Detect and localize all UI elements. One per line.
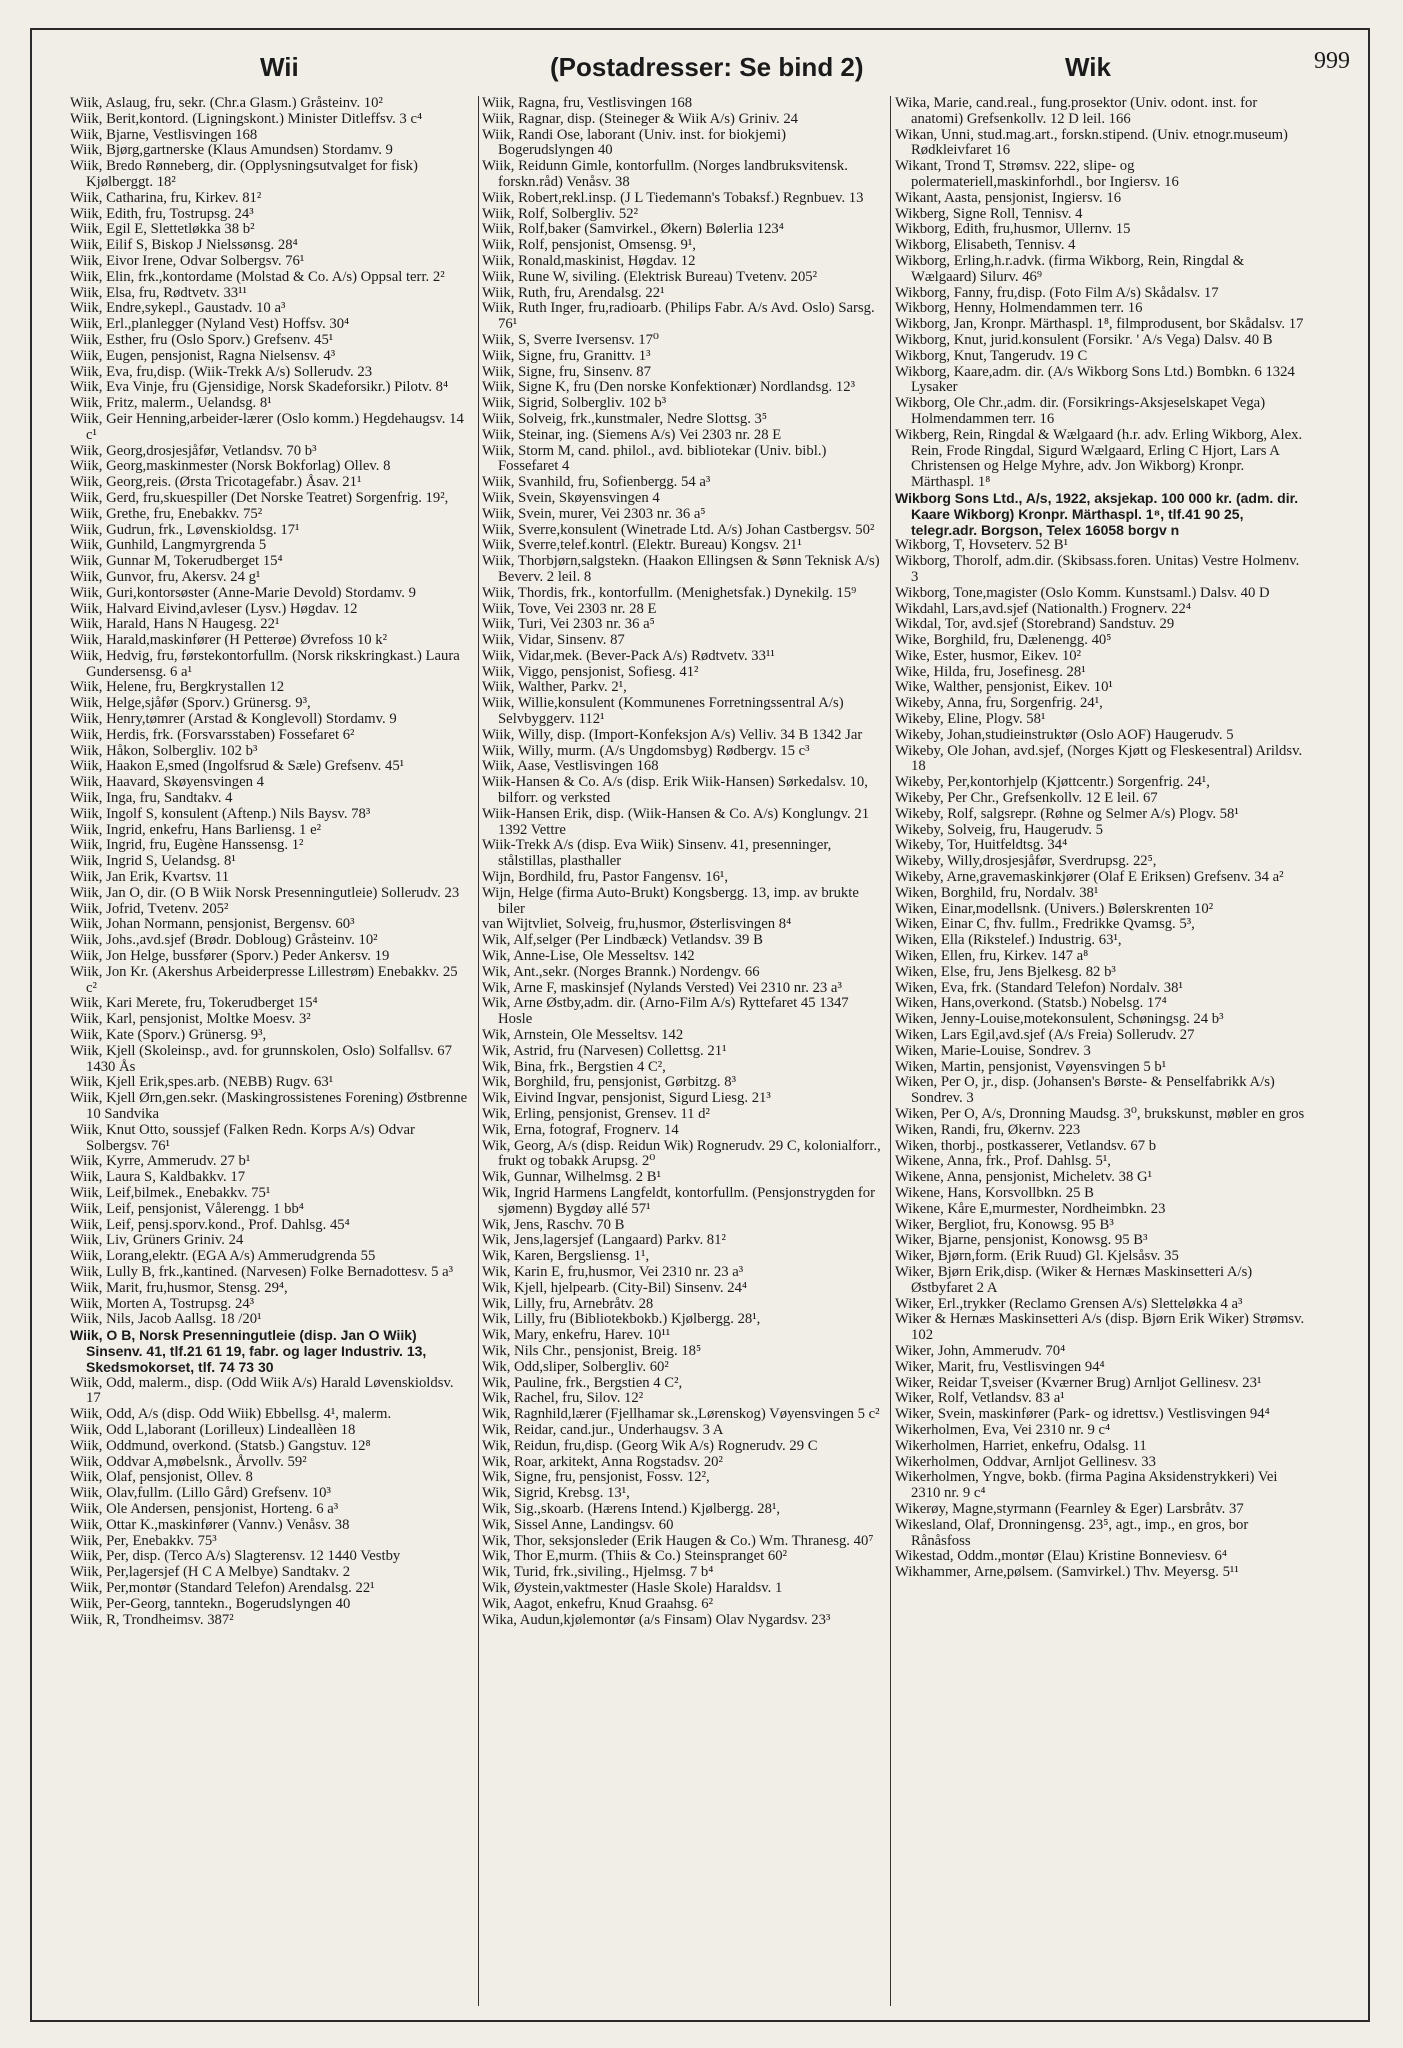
directory-entry: Wiik, Karl, pensjonist, Moltke Moesv. 3²: [70, 1011, 311, 1028]
directory-entry: Wik, Sig.,skoarb. (Hærens Intend.) Kjølbergg. 28¹,: [482, 1500, 781, 1517]
directory-entry: Wik, Karen, Bergsliensg. 1¹,: [482, 1248, 650, 1265]
directory-entry: Wiik, Aslaug, fru, sekr. (Chr.a Glasm.) Gråsteinv. 10²: [70, 96, 383, 111]
directory-entry: Wiik, Knut Otto, soussjef (Falken Redn. Korps A/s) Odvar Solbergsv. 76¹: [70, 1121, 415, 1154]
directory-entry: Wik, Reidun, fru,disp. (Georg Wik A/s) Rognerudv. 29 C: [482, 1437, 818, 1454]
directory-entry: Wik, Karin E, fru,husmor, Vei 2310 nr. 23 a³: [482, 1263, 744, 1280]
directory-entry: Wikeby, Per Chr., Grefsenkollv. 12 E leil. 67: [895, 790, 1158, 807]
directory-entry: Wiik, Edith, fru, Tostrupsg. 24³: [70, 205, 254, 222]
directory-entry: Wiik, Vidar, Sinsenv. 87: [482, 632, 625, 649]
directory-entry: Wiken, thorbj., postkasserer, Vetlandsv. 67 b: [895, 1137, 1157, 1154]
directory-entry: Wiik, Marit, fru,husmor, Stensg. 29⁴,: [70, 1279, 288, 1296]
directory-entry: Wiik, Leif, pensj.sporv.kond., Prof. Dahlsg. 45⁴: [70, 1216, 350, 1233]
directory-entry: Wiik, Harald,maskinfører (H Petterøe) Øvrefoss 10 k²: [70, 632, 388, 649]
directory-entry: Wik, Sissel Anne, Landingsv. 60: [482, 1516, 674, 1533]
directory-entry: Wiik, Helene, fru, Bergkrystallen 12: [70, 679, 285, 696]
directory-entry: Wiik, Per,montør (Standard Telefon) Arendalsg. 22¹: [70, 1579, 375, 1596]
directory-entry: Wiik, Rolf, Solbergliv. 52²: [482, 205, 638, 222]
directory-entry: Wiik, Jan O, dir. (O B Wiik Norsk Presenningutleie) Sollerudv. 23: [70, 884, 460, 901]
directory-entry: Wik, Roar, arkitekt, Anna Rogstadsv. 20²: [482, 1453, 723, 1470]
directory-entry: Wiik, Solveig, frk.,kunstmaler, Nedre Slottsg. 3⁵: [482, 410, 768, 427]
directory-entry: Wikerholmen, Eva, Vei 2310 nr. 9 c⁴: [895, 1421, 1111, 1438]
directory-entry: Wik, Ant.,sekr. (Norges Brannk.) Nordengv. 66: [482, 963, 760, 980]
directory-entry: Wiik, Catharina, fru, Kirkev. 81²: [70, 189, 262, 206]
directory-entry: Wik, Ingrid Harmens Langfeldt, kontorfullm. (Pensjonstrygden for sjømenn) Bygdøy allé 57¹: [482, 1184, 876, 1217]
directory-entry: Wiik, Ingrid, fru, Eugène Hanssensg. 1²: [70, 837, 304, 854]
directory-entry: Wiik, Turi, Vei 2303 nr. 36 a⁵: [482, 616, 655, 633]
directory-entry: Wik, Rachel, fru, Silov. 12²: [482, 1390, 644, 1407]
directory-entry: Wiik, Aase, Vestlisvingen 168: [482, 758, 659, 775]
directory-entry: Wikan, Unni, stud.mag.art., forskn.stipend. (Univ. etnogr.museum) Rødkleivfaret 16: [895, 126, 1288, 159]
directory-entry: Wika, Audun,kjølemontør (a/s Finsam) Olav Nygardsv. 23³: [482, 1611, 831, 1628]
header-center-note: (Postadresser: Se bind 2): [550, 52, 864, 82]
directory-column-1: [70, 96, 470, 2011]
directory-entry: Wiik, Willie,konsulent (Kommunenes Forretningssentral A/s) Selvbyggerv. 112¹: [482, 695, 844, 728]
directory-entry: Wiik-Hansen & Co. A/s (disp. Erik Wiik-Hansen) Sørkedalsv. 10, bilforr. og verksted: [482, 774, 868, 807]
directory-entry: Wiik, Ingolf S, konsulent (Aftenp.) Nils Baysv. 78³: [70, 805, 371, 822]
directory-entry: Wiik-Trekk A/s (disp. Eva Wiik) Sinsenv. 41, presenninger, stålstillas, plasthaller: [482, 837, 832, 870]
directory-entry: Wiik, Eva Vinje, fru (Gjensidige, Norsk Skadeforsikr.) Pilotv. 8⁴: [70, 379, 449, 396]
directory-entry: Wiik, Odd, malerm., disp. (Odd Wiik A/s) Harald Løvenskioldsv. 17: [70, 1374, 454, 1407]
directory-entry: Wike, Ester, husmor, Eikev. 10²: [895, 647, 1082, 664]
directory-entry: Wiik, Kyrre, Ammerudv. 27 b¹: [70, 1153, 251, 1170]
directory-entry: Wiik, Eva, fru,disp. (Wiik-Trekk A/s) Sollerudv. 23: [70, 363, 373, 380]
directory-entry: Wiik, Oddvar A,møbelsnk., Årvollv. 59²: [70, 1453, 307, 1470]
directory-entry: Wiik, Haakon E,smed (Ingolfsrud & Sæle) Grefsenv. 45¹: [70, 758, 405, 775]
directory-column-2: [482, 96, 882, 2011]
directory-entry: Wikant, Aasta, pensjonist, Ingiersv. 16: [895, 189, 1122, 206]
directory-entry: van Wijtvliet, Solveig, fru,husmor, Østerlisvingen 8⁴: [482, 916, 792, 933]
directory-entry: Wike, Borghild, fru, Dælenengg. 40⁵: [895, 632, 1112, 649]
directory-entry: Wiik, Thorbjørn,salgstekn. (Haakon Ellingsen & Sønn Teknisk A/s) Beverv. 2 leil. 8: [482, 553, 880, 585]
directory-entry: Wiik, Rolf, pensjonist, Omsensg. 9¹,: [482, 237, 696, 254]
directory-entry: Wiik, Per,lagersjef (H C A Melbye) Sandtakv. 2: [70, 1564, 351, 1581]
directory-entry: Wijn, Bordhild, fru, Pastor Fangensv. 16¹,: [482, 869, 728, 886]
header-right-word: Wik: [1065, 52, 1111, 82]
directory-entry: Wikesland, Olaf, Dronningensg. 23⁵, agt., imp., en gros, bor Rånåsfoss: [895, 1516, 1249, 1549]
header-left-word: Wii: [260, 52, 299, 82]
directory-entry: Wiik, Per, Enebakkv. 75³: [70, 1532, 217, 1549]
directory-entry: Wiken, Borghild, fru, Nordalv. 38¹: [895, 884, 1099, 901]
directory-entry: Wik, Alf,selger (Per Lindbæck) Vetlandsv. 39 B: [482, 932, 763, 949]
directory-entry: Wiik, Georg,drosjesjåfør, Vetlandsv. 70 b³: [70, 442, 317, 459]
directory-entry: Wiik, Erl.,planlegger (Nyland Vest) Hoffsv. 30⁴: [70, 316, 350, 333]
directory-entry: Wikeby, Eline, Plogv. 58¹: [895, 711, 1046, 728]
directory-entry: Wike, Hilda, fru, Josefinesg. 28¹: [895, 663, 1086, 680]
directory-entry: Wikene, Hans, Korsvollbkn. 25 B: [895, 1184, 1094, 1201]
directory-entry: Wik, Anne-Lise, Ole Messeltsv. 142: [482, 948, 695, 965]
directory-entry: Wiik, Kjell Ørn,gen.sekr. (Maskingrossistenes Forening) Østbrenne 10 Sandvika: [70, 1090, 468, 1122]
directory-entry: Wiker, Bjarne, pensjonist, Konowsg. 95 B³: [895, 1232, 1148, 1249]
directory-entry: Wik, Gunnar, Wilhelmsg. 2 B¹: [482, 1169, 662, 1186]
directory-entry: Wiik, Lully B, frk.,kantined. (Narvesen) Folke Bernadottesv. 5 a³: [70, 1263, 454, 1280]
directory-entry: Wikene, Anna, frk., Prof. Dahlsg. 5¹,: [895, 1153, 1111, 1170]
directory-entry: Wiik, Ottar K.,maskinfører (Vannv.) Venåsv. 38: [70, 1516, 350, 1533]
directory-entry: Wiken, Ellen, fru, Kirkev. 147 a⁸: [895, 948, 1089, 965]
directory-entry: Wiik, Odd L,laborant (Lorilleux) Lindeallèen 18: [70, 1421, 356, 1438]
directory-entry: Wiik, Sigrid, Solbergliv. 102 b³: [482, 395, 667, 412]
directory-entry: Wik, Jens,lagersjef (Langaard) Parkv. 81²: [482, 1232, 726, 1249]
directory-entry: Wikestad, Oddm.,montør (Elau) Kristine Bonneviesv. 6⁴: [895, 1548, 1227, 1565]
directory-entry: Wiik, Bjørg,gartnerske (Klaus Amundsen) Stordamv. 9: [70, 142, 393, 159]
directory-entry: Wiik, Elsa, fru, Rødtvetv. 33¹¹: [70, 284, 247, 301]
directory-entry: Wike, Walther, pensjonist, Eikev. 10¹: [895, 679, 1113, 696]
directory-entry: Wik, Jens, Raschv. 70 B: [482, 1216, 625, 1233]
directory-entry: Wiik, Fritz, malerm., Uelandsg. 8¹: [70, 395, 272, 412]
directory-entry: Wiik, Signe, fru, Granittv. 1³: [482, 347, 651, 364]
directory-entry: Wiik, Ole Andersen, pensjonist, Horteng. 6 a³: [70, 1500, 339, 1517]
directory-entry: Wiken, Eva, frk. (Standard Telefon) Nordalv. 38¹: [895, 979, 1183, 996]
directory-entry: Wiik, Ingrid, enkefru, Hans Barliensg. 1 e²: [70, 821, 321, 838]
directory-entry: Wiik, Per, disp. (Terco A/s) Slagterensv. 12 1440 Vestby: [70, 1548, 401, 1565]
directory-entry: Wikeby, Rolf, salgsrepr. (Røhne og Selmer A/s) Plogv. 58¹: [895, 805, 1239, 822]
directory-entry: Wikeby, Solveig, fru, Haugerudv. 5: [895, 821, 1103, 838]
directory-entry: Wiik, Georg,reis. (Ørsta Tricotagefabr.) Åsav. 21¹: [70, 474, 362, 491]
directory-entry: Wiik, Kjell (Skoleinsp., avd. for grunnskolen, Oslo) Solfallsv. 67 1430 Ås: [70, 1042, 452, 1075]
directory-entry: Wiik, Kjell Erik,spes.arb. (NEBB) Rugv. 63¹: [70, 1074, 334, 1091]
directory-entry: Wikerholmen, Harriet, enkefru, Odalsg. 11: [895, 1437, 1147, 1454]
directory-entry: Wiik-Hansen Erik, disp. (Wiik-Hansen & Co. A/s) Konglungv. 21 1392 Vettre: [482, 805, 870, 838]
directory-entry: Wiker, Svein, maskinfører (Park- og idrettsv.) Vestlisvingen 94⁴: [895, 1406, 1270, 1423]
directory-entry: Wiik, Morten A, Tostrupsg. 24³: [70, 1295, 255, 1312]
directory-entry: Wik, Reidar, cand.jur., Underhaugsv. 3 A: [482, 1421, 724, 1438]
directory-entry: Wiik, Reidunn Gimle, kontorfullm. (Norges landbruksvitensk. forskn.råd) Venåsv. 38: [482, 158, 848, 190]
directory-entry: Wiik, Ragna, fru, Vestlisvingen 168: [482, 96, 693, 111]
directory-entry: Wiik, Randi Ose, laborant (Univ. inst. for biokjemi) Bogerudslyngen 40: [482, 126, 786, 159]
directory-columns: [70, 96, 1370, 2011]
directory-entry: Wiik, Sverre,telef.kontrl. (Elektr. Bureau) Kongsv. 21¹: [482, 537, 802, 554]
directory-entry: Wik, Signe, fru, pensjonist, Fossv. 12²,: [482, 1469, 710, 1486]
directory-entry: Wikdal, Tor, avd.sjef (Storebrand) Sandstuv. 29: [895, 616, 1175, 633]
directory-entry: Wijn, Helge (firma Auto-Brukt) Kongsbergg. 13, imp. av brukte biler: [482, 884, 859, 917]
directory-entry: Wiik, Jan Erik, Kvartsv. 11: [70, 869, 230, 886]
directory-entry: Wiik, Eivor Irene, Odvar Solbergsv. 76¹: [70, 252, 305, 269]
directory-entry: Wiik, Kate (Sporv.) Grünersg. 9³,: [70, 1027, 267, 1044]
directory-entry: Wiik, Odd, A/s (disp. Odd Wiik) Ebbellsg. 4¹, malerm.: [70, 1406, 392, 1423]
directory-entry: Wik, Georg, A/s (disp. Reidun Wik) Rognerudv. 29 C, kolonialforr., frukt og tobakk Arupsg. 2⁰: [482, 1137, 881, 1170]
directory-entry: Wikeby, Anna, fru, Sorgenfrig. 24¹,: [895, 695, 1103, 712]
directory-entry: Wiik, Johs.,avd.sjef (Brødr. Dobloug) Gråsteinv. 10²: [70, 932, 378, 949]
directory-entry: Wikerholmen, Oddvar, Arnljot Gellinesv. 33: [895, 1453, 1156, 1470]
directory-entry: Wiik, Olaf, pensjonist, Ollev. 8: [70, 1469, 253, 1486]
directory-entry: Wiik, Willy, disp. (Import-Konfeksjon A/s) Velliv. 34 B 1342 Jar: [482, 726, 863, 743]
directory-entry: Wikeby, Arne,gravemaskinkjører (Olaf E Eriksen) Grefsenv. 34 a²: [895, 869, 1284, 886]
directory-entry: Wikeby, Johan,studieinstruktør (Oslo AOF) Haugerudv. 5: [895, 726, 1234, 743]
directory-entry: Wiik, Per-Georg, tanntekn., Bogerudslyngen 40: [70, 1595, 351, 1612]
directory-entry: Wiken, Einar C, fhv. fullm., Fredrikke Qvamsg. 5³,: [895, 916, 1195, 933]
directory-entry: Wiik, Haavard, Skøyensvingen 4: [70, 774, 264, 791]
directory-entry: Wik, Thor E,murm. (Thiis & Co.) Steinspranget 60²: [482, 1548, 788, 1565]
directory-entry: Wiik, Willy, murm. (A/s Ungdomsbyg) Rødbergv. 15 c³: [482, 742, 810, 759]
directory-entry: Wikborg, Erling,h.r.advk. (firma Wikborg, Rein, Ringdal & Wælgaard) Silurv. 46⁹: [895, 252, 1245, 285]
directory-entry: Wiik, Leif, pensjonist, Vålerengg. 1 bb⁴: [70, 1200, 304, 1217]
directory-entry: Wika, Marie, cand.real., fung.prosektor (Univ. odont. inst. for anatomi) Grefsenkollv. 12 D leil. 166: [895, 96, 1258, 127]
directory-entry: Wikeby, Ole Johan, avd.sjef, (Norges Kjøtt og Fleskesentral) Arildsv. 18: [895, 742, 1303, 775]
directory-entry: Wiker, Bergliot, fru, Konowsg. 95 B³: [895, 1216, 1114, 1233]
directory-entry: Wiker, Bjørn,form. (Erik Ruud) Gl. Kjelsåsv. 35: [895, 1248, 1179, 1265]
directory-entry: Wik, Eivind Ingvar, pensjonist, Sigurd Liesg. 21³: [482, 1090, 771, 1107]
directory-entry: Wiik, Olav,fullm. (Lillo Gård) Grefsenv. 10³: [70, 1485, 331, 1502]
directory-entry: Wik, Erna, fotograf, Frognerv. 14: [482, 1121, 679, 1138]
directory-entry: Wiik, Georg,maskinmester (Norsk Bokforlag) Ollev. 8: [70, 458, 391, 475]
directory-entry: Wiik, Gudrun, frk., Løvenskioldsg. 17¹: [70, 521, 300, 538]
directory-entry: Wikborg, Fanny, fru,disp. (Foto Film A/s) Skådalsv. 17: [895, 284, 1219, 301]
directory-entry: Wiik, Jon Helge, bussfører (Sporv.) Peder Ankersv. 19: [70, 948, 390, 965]
directory-entry: Wikeby, Willy,drosjesjåfør, Sverdrupsg. 22⁵,: [895, 853, 1157, 870]
directory-entry: Wik, Øystein,vaktmester (Hasle Skole) Haraldsv. 1: [482, 1579, 783, 1596]
directory-entry: Wiken, Ella (Rikstelef.) Industrig. 63¹,: [895, 932, 1122, 949]
directory-entry: Wik, Aagot, enkefru, Knud Graahsg. 6²: [482, 1595, 714, 1612]
directory-entry: Wiik, Jofrid, Tvetenv. 205²: [70, 900, 229, 917]
directory-entry: Wiik, Rolf,baker (Samvirkel., Økern) Bølerlia 123⁴: [482, 221, 784, 238]
directory-entry: Wiik, Helge,sjåfør (Sporv.) Grünersg. 9³,: [70, 695, 311, 712]
directory-entry: Wik, Sigrid, Krebsg. 13¹,: [482, 1485, 630, 1502]
directory-entry: Wiik, Oddmund, overkond. (Statsb.) Gangstuv. 12⁸: [70, 1437, 371, 1454]
directory-entry: Wiken, Hans,overkond. (Statsb.) Nobelsg. 17⁴: [895, 995, 1167, 1012]
directory-entry: Wiken, Per O, jr., disp. (Johansen's Børste- & Penselfabrikk A/s) Sondrev. 3: [895, 1074, 1275, 1107]
directory-entry: Wik, Ragnhild,lærer (Fjellhamar sk.,Lørenskog) Vøyensvingen 5 c²: [482, 1406, 880, 1423]
directory-entry: Wik, Lilly, fru, Arnebråtv. 28: [482, 1295, 654, 1312]
directory-entry: Wiik, Håkon, Solbergliv. 102 b³: [70, 742, 258, 759]
directory-entry: Wik, Arne Østby,adm. dir. (Arno-Film A/s) Ryttefaret 45 1347 Hosle: [482, 995, 849, 1028]
directory-entry: Wiik, Viggo, pensjonist, Sofiesg. 41²: [482, 663, 699, 680]
directory-entry: Wik, Arne F, maskinsjef (Nylands Versted) Vei 2310 nr. 23 a³: [482, 979, 842, 996]
directory-entry: Wik, Bina, frk., Bergstien 4 C²,: [482, 1058, 666, 1075]
directory-entry: Wiik, S, Sverre Iversensv. 17⁰: [482, 331, 659, 348]
directory-entry: Wikhammer, Arne,pølsem. (Samvirkel.) Thv. Meyersg. 5¹¹: [895, 1564, 1239, 1581]
directory-entry: Wik, Nils Chr., pensjonist, Breig. 18⁵: [482, 1342, 702, 1359]
directory-entry: Wiik, Rune W, siviling. (Elektrisk Bureau) Tvetenv. 205²: [482, 268, 818, 285]
directory-entry: Wikborg, Jan, Kronpr. Märthaspl. 1⁸, filmprodusent, bor Skådalsv. 17: [895, 316, 1304, 333]
directory-entry: Wiik, Ruth, fru, Arendalsg. 22¹: [482, 284, 665, 301]
directory-entry: Wikborg, Tone,magister (Oslo Komm. Kunstsaml.) Dalsv. 40 D: [895, 584, 1270, 601]
directory-entry: Wiik, Hedvig, fru, førstekontorfullm. (Norsk rikskringkast.) Laura Gundersensg. 6 a¹: [70, 647, 460, 680]
directory-entry: Wiik, Leif,bilmek., Enebakkv. 75¹: [70, 1184, 271, 1201]
directory-entry: Wiik, Vidar,mek. (Bever-Pack A/s) Rødtvetv. 33¹¹: [482, 647, 775, 664]
directory-entry: Wikborg, Edith, fru,husmor, Ullernv. 15: [895, 221, 1131, 238]
directory-entry: Wikborg, Knut, jurid.konsulent (Forsikr. ' A/s Vega) Dalsv. 40 B: [895, 331, 1273, 348]
directory-entry: Wikdahl, Lars,avd.sjef (Nationalth.) Frognerv. 22⁴: [895, 600, 1192, 617]
directory-entry: Wikberg, Rein, Ringdal & Wælgaard (h.r. adv. Erling Wikborg, Alex. Rein, Frode Ringdal, Sigurd Wælgaard, Erling C Hjort, Lars A Christensen og Helge Myhre, adv. Jon Wikborg) Kronpr. Märthaspl. 1⁸: [895, 426, 1303, 491]
directory-entry: Wiik, Lorang,elektr. (EGA A/s) Ammerudgrenda 55: [70, 1248, 376, 1265]
directory-entry: Wikborg, Henny, Holmendammen terr. 16: [895, 300, 1143, 317]
directory-entry: Wiik, Nils, Jacob Aallsg. 18 /20¹: [70, 1311, 262, 1328]
directory-entry: Wikborg, Kaare,adm. dir. (A/s Wikborg Sons Ltd.) Bombkn. 6 1324 Lysaker: [895, 363, 1295, 396]
directory-entry: Wiik, Svanhild, fru, Sofienbergg. 54 a³: [482, 474, 711, 491]
directory-entry: Wikeby, Per,kontorhjelp (Kjøttcentr.) Sorgenfrig. 24¹,: [895, 774, 1210, 791]
directory-entry: Wiik, Robert,rekl.insp. (J L Tiedemann's Tobaksf.) Regnbuev. 13: [482, 189, 864, 206]
directory-entry: Wikborg, Ole Chr.,adm. dir. (Forsikrings-Aksjeselskapet Vega) Holmendammen terr. 16: [895, 395, 1266, 427]
directory-entry: Wiik, Gunvor, fru, Akersv. 24 g¹: [70, 568, 261, 585]
directory-entry: Wiik, Egil E, Slettetløkka 38 b²: [70, 221, 255, 238]
directory-entry: Wiik, Berit,kontord. (Ligningskont.) Minister Ditleffsv. 3 c⁴: [70, 110, 423, 127]
directory-entry: Wiik, Laura S, Kaldbakkv. 17: [70, 1169, 246, 1186]
directory-entry: Wiken, Marie-Louise, Sondrev. 3: [895, 1042, 1091, 1059]
directory-entry: Wikant, Trond T, Strømsv. 222, slipe- og polermateriell,maskinforhdl., bor Ingiersv. 16: [895, 158, 1179, 190]
directory-entry: Wiker, John, Ammerudv. 70⁴: [895, 1342, 1066, 1359]
directory-entry: Wikene, Anna, pensjonist, Micheletv. 38 G¹: [895, 1169, 1152, 1186]
directory-entry: Wiken, Randi, fru, Økernv. 223: [895, 1121, 1081, 1138]
directory-entry: Wiik, Gerd, fru,skuespiller (Det Norske Teatret) Sorgenfrig. 19²,: [70, 489, 449, 506]
directory-entry: Wiik, Bjarne, Vestlisvingen 168: [70, 126, 258, 143]
directory-entry: Wiker, Marit, fru, Vestlisvingen 94⁴: [895, 1358, 1105, 1375]
directory-entry: Wiik, Harald, Hans N Haugesg. 22¹: [70, 616, 280, 633]
directory-entry: Wiik, Gunnar M, Tokerudberget 15⁴: [70, 553, 283, 570]
directory-entry: Wik, Mary, enkefru, Harev. 10¹¹: [482, 1327, 671, 1344]
directory-entry: Wik, Odd,sliper, Solbergliv. 60²: [482, 1358, 669, 1375]
directory-entry: Wikborg, Knut, Tangerudv. 19 C: [895, 347, 1088, 364]
directory-entry: Wiik, Liv, Grüners Griniv. 24: [70, 1232, 244, 1249]
directory-entry: Wiken, Martin, pensjonist, Vøyensvingen 5 b¹: [895, 1058, 1167, 1075]
directory-entry: Wiik, Svein, Skøyensvingen 4: [482, 489, 660, 506]
directory-entry: Wiker, Bjørn Erik,disp. (Wiker & Hernæs Maskinsetteri A/s) Østbyfaret 2 A: [895, 1263, 1253, 1296]
directory-entry: Wik, Pauline, frk., Bergstien 4 C²,: [482, 1374, 683, 1391]
directory-entry: Wiik, Signe, fru, Sinsenv. 87: [482, 363, 651, 380]
directory-entry: Wikborg, Elisabeth, Tennisv. 4: [895, 237, 1076, 254]
directory-entry: Wikborg, Thorolf, adm.dir. (Skibsass.foren. Unitas) Vestre Holmenv. 3: [895, 553, 1300, 585]
directory-entry: Wiker & Hernæs Maskinsetteri A/s (disp. Bjørn Erik Wiker) Strømsv. 102: [895, 1311, 1305, 1344]
directory-entry: Wiik, Thordis, frk., kontorfullm. (Menighetsfak.) Dynekilg. 15⁹: [482, 584, 857, 601]
directory-entry: Wiken, Lars Egil,avd.sjef (A/s Freia) Sollerudv. 27: [895, 1027, 1195, 1044]
directory-entry: Wiken, Else, fru, Jens Bjelkesg. 82 b³: [895, 963, 1116, 980]
directory-entry: Wiken, Jenny-Louise,motekonsulent, Schøningsg. 24 b³: [895, 1011, 1224, 1028]
directory-entry: Wiik, Grethe, fru, Enebakkv. 75²: [70, 505, 263, 522]
directory-entry: Wiik, Eilif S, Biskop J Nielssønsg. 28⁴: [70, 237, 298, 254]
directory-entry: Wik, Astrid, fru (Narvesen) Collettsg. 21¹: [482, 1042, 727, 1059]
directory-entry: Wikene, Kåre E,murmester, Nordheimbkn. 23: [895, 1200, 1166, 1217]
directory-column-3: [895, 96, 1305, 2011]
directory-entry: Wiker, Rolf, Vetlandsv. 83 a¹: [895, 1390, 1065, 1407]
directory-entry: Wik, Erling, pensjonist, Grensev. 11 d²: [482, 1106, 710, 1122]
directory-entry: Wiik, Guri,kontorsøster (Anne-Marie Devold) Stordamv. 9: [70, 584, 416, 601]
directory-entry: Wiik, Storm M, cand. philol., avd. bibliotekar (Univ. bibl.) Fossefaret 4: [482, 442, 827, 475]
directory-entry: Wikerholmen, Yngve, bokb. (firma Pagina Aksidenstrykkeri) Vei 2310 nr. 9 c⁴: [895, 1469, 1278, 1502]
directory-entry: Wik, Thor, seksjonsleder (Erik Haugen & Co.) Wm. Thranesg. 40⁷: [482, 1532, 874, 1549]
directory-entry: Wiik, Geir Henning,arbeider-lærer (Oslo komm.) Hegdehaugsv. 14 c¹: [70, 410, 464, 443]
directory-entry: Wiik, Gunhild, Langmyrgrenda 5: [70, 537, 267, 554]
directory-entry: Wiik, Ruth Inger, fru,radioarb. (Philips Fabr. A/s Avd. Oslo) Sarsg. 76¹: [482, 300, 875, 333]
directory-entry: Wiik, Sverre,konsulent (Winetrade Ltd. A/s) Johan Castbergsv. 50²: [482, 521, 875, 538]
directory-entry: Wiik, Signe K, fru (Den norske Konfektionær) Nordlandsg. 12³: [482, 379, 855, 396]
directory-entry: Wiker, Reidar T,sveiser (Kværner Brug) Arnljot Gellinesv. 23¹: [895, 1374, 1262, 1391]
directory-entry: Wik, Borghild, fru, pensjonist, Gørbitzg. 8³: [482, 1074, 737, 1091]
directory-entry: Wiik, O B, Norsk Presenningutleie (disp. Jan O Wiik) Sinsenv. 41, tlf.21 61 19, fabr. og lager Industriv. 13, Skedsmokorset, tlf. 74 73 30: [70, 1327, 427, 1375]
page-number: 999: [1314, 48, 1350, 74]
directory-entry: Wiik, Halvard Eivind,avleser (Lysv.) Høgdav. 12: [70, 600, 358, 617]
directory-entry: Wiker, Erl.,trykker (Reclamo Grensen A/s) Sletteløkka 4 a³: [895, 1295, 1243, 1312]
directory-entry: Wikerøy, Magne,styrmann (Fearnley & Eger) Larsbråtv. 37: [895, 1500, 1244, 1517]
directory-entry: Wiik, Henry,tømrer (Arstad & Konglevoll) Stordamv. 9: [70, 711, 397, 728]
directory-entry: Wiik, Svein, murer, Vei 2303 nr. 36 a⁵: [482, 505, 706, 522]
directory-entry: Wiik, Kari Merete, fru, Tokerudberget 15⁴: [70, 995, 318, 1012]
directory-entry: Wiik, Tove, Vei 2303 nr. 28 E: [482, 600, 657, 617]
directory-entry: Wiik, R, Trondheimsv. 387²: [70, 1611, 234, 1628]
directory-entry: Wik, Kjell, hjelpearb. (City-Bil) Sinsenv. 24⁴: [482, 1279, 748, 1296]
directory-entry: Wiik, Walther, Parkv. 2¹,: [482, 679, 627, 696]
directory-entry: Wiik, Steinar, ing. (Siemens A/s) Vei 2303 nr. 28 E: [482, 426, 782, 443]
directory-entry: Wikborg, T, Hovseterv. 52 B¹: [895, 537, 1068, 554]
directory-entry: Wiik, Ronald,maskinist, Høgdav. 12: [482, 252, 696, 269]
directory-entry: Wiik, Herdis, frk. (Forsvarsstaben) Fossefaret 6²: [70, 726, 355, 743]
directory-entry: Wiik, Endre,sykepl., Gaustadv. 10 a³: [70, 300, 286, 317]
directory-entry: Wikborg Sons Ltd., A/s, 1922, aksjekap. 100 000 kr. (adm. dir. Kaare Wikborg) Kronpr. Märthaspl. 1⁸, tlf.41 90 25, telegr.adr. Borgson, Telex 16058 borgv n: [895, 489, 1299, 538]
directory-entry: Wiken, Einar,modellsnk. (Univers.) Bølerskrenten 10²: [895, 900, 1214, 917]
directory-entry: Wiken, Per O, A/s, Dronning Maudsg. 3⁰, brukskunst, møbler en gros: [895, 1106, 1305, 1122]
directory-entry: Wiik, Ragnar, disp. (Steineger & Wiik A/s) Griniv. 24: [482, 110, 799, 127]
directory-entry: Wiik, Johan Normann, pensjonist, Bergensv. 60³: [70, 916, 355, 933]
page-header: [60, 44, 1350, 88]
directory-entry: Wiik, Jon Kr. (Akershus Arbeiderpresse Lillestrøm) Enebakkv. 25 c²: [70, 963, 458, 996]
directory-entry: Wikeby, Tor, Huitfeldtsg. 34⁴: [895, 837, 1068, 854]
directory-entry: Wiik, Ingrid S, Uelandsg. 8¹: [70, 853, 236, 870]
directory-entry: Wik, Turid, frk.,siviling., Hjelmsg. 7 b⁴: [482, 1564, 714, 1581]
directory-entry: Wiik, Inga, fru, Sandtakv. 4: [70, 790, 233, 807]
directory-entry: Wiik, Elin, frk.,kontordame (Molstad & Co. A/s) Oppsal terr. 2²: [70, 268, 445, 285]
directory-entry: Wiik, Bredo Rønneberg, dir. (Opplysningsutvalget for fisk) Kjølberggt. 18²: [70, 158, 418, 190]
directory-entry: Wiik, Eugen, pensjonist, Ragna Nielsensv. 4³: [70, 347, 336, 364]
directory-entry: Wikberg, Signe Roll, Tennisv. 4: [895, 205, 1083, 222]
directory-entry: Wik, Lilly, fru (Bibliotekbokb.) Kjølbergg. 28¹,: [482, 1311, 761, 1328]
directory-entry: Wik, Arnstein, Ole Messeltsv. 142: [482, 1027, 684, 1044]
directory-entry: Wiik, Esther, fru (Oslo Sporv.) Grefsenv. 45¹: [70, 331, 334, 348]
